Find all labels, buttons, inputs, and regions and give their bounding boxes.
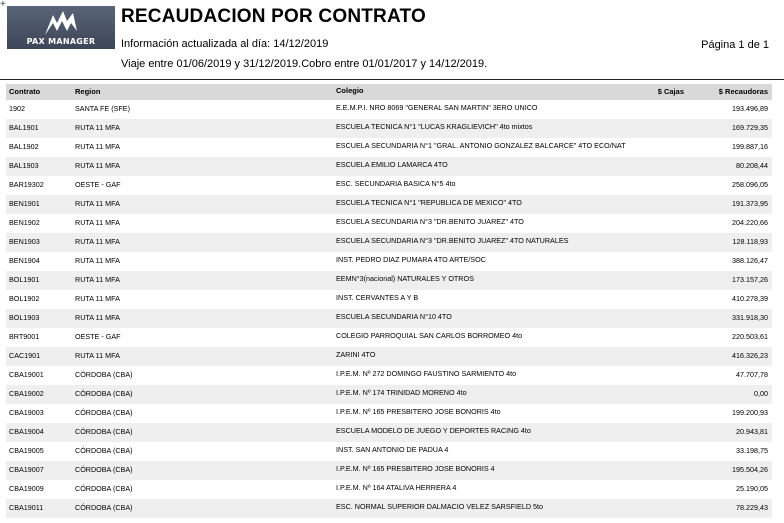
cell-colegio: E.E.M.P.I. NRO 8069 "GENERAL SAN MARTIN" 3ERO UNICO xyxy=(336,103,538,112)
cell-region: CÓRDOBA (CBA) xyxy=(75,503,133,512)
cell-contrato: BAL1901 xyxy=(9,123,39,132)
table-row xyxy=(6,271,772,290)
table-header-row xyxy=(6,84,772,100)
cell-region: RUTA 11 MFA xyxy=(75,256,120,265)
cell-recaudoras: 80.208,44 xyxy=(736,161,768,170)
table-row xyxy=(6,461,772,480)
table-row xyxy=(6,499,772,518)
table-row xyxy=(6,309,772,328)
table-row xyxy=(6,119,772,138)
cell-region: RUTA 11 MFA xyxy=(75,199,120,208)
cell-colegio: ESCUELA TECNICA N°1 "LUCAS KRAGLIEVICH" 4to mixtos xyxy=(336,122,533,131)
cell-contrato: CBA19002 xyxy=(9,389,44,398)
cell-region: CÓRDOBA (CBA) xyxy=(75,389,133,398)
cell-region: RUTA 11 MFA xyxy=(75,313,120,322)
corner-mark: + xyxy=(0,0,6,10)
cell-contrato: 1902 xyxy=(9,104,25,113)
cell-recaudoras: 193.496,89 xyxy=(732,104,768,113)
col-header-contrato: Contrato xyxy=(9,87,41,96)
cell-region: OESTE - GAF xyxy=(75,332,121,341)
cell-region: CÓRDOBA (CBA) xyxy=(75,465,133,474)
cell-contrato: CAC1901 xyxy=(9,351,41,360)
cell-region: OESTE - GAF xyxy=(75,180,121,189)
cell-contrato: CBA19011 xyxy=(9,503,44,512)
table-row xyxy=(6,157,772,176)
cell-recaudoras: 173.157,26 xyxy=(732,275,768,284)
cell-region: CÓRDOBA (CBA) xyxy=(75,408,133,417)
cell-recaudoras: 33.198,75 xyxy=(736,446,768,455)
cell-colegio: ESCUELA SECUNDARIA N°3 "DR.BENITO JUAREZ" 4TO NATURALES xyxy=(336,236,569,245)
cell-contrato: BEN1904 xyxy=(9,256,40,265)
header-divider xyxy=(0,79,784,80)
cell-region: CÓRDOBA (CBA) xyxy=(75,484,133,493)
cell-contrato: BRT9001 xyxy=(9,332,40,341)
cell-contrato: BAR19302 xyxy=(9,180,44,189)
cell-recaudoras: 0,00 xyxy=(754,389,768,398)
cell-recaudoras: 199.887,16 xyxy=(732,142,768,151)
table-row xyxy=(6,195,772,214)
pax-manager-logo xyxy=(7,6,115,49)
col-header-region: Region xyxy=(75,87,101,96)
report-title: RECAUDACION POR CONTRATO xyxy=(121,6,426,27)
cell-region: CÓRDOBA (CBA) xyxy=(75,370,133,379)
cell-recaudoras: 20.943,81 xyxy=(736,427,768,436)
updated-date: Información actualizada al día: 14/12/2019 xyxy=(121,38,329,50)
cell-contrato: BEN1903 xyxy=(9,237,40,246)
cell-colegio: I.P.E.M. Nº 165 PRESBITERO JOSE BONORIS 4 xyxy=(336,464,495,473)
cell-recaudoras: 258.096,05 xyxy=(732,180,768,189)
cell-colegio: I.P.E.M. Nº 272 DOMINGO FAUSTINO SARMIENTO 4to xyxy=(336,369,517,378)
cell-region: RUTA 11 MFA xyxy=(75,161,120,170)
cell-contrato: BEN1902 xyxy=(9,218,40,227)
cell-colegio: I.P.E.M. Nº 164 ATALIVA HERRERA 4 xyxy=(336,483,457,492)
period-range: Viaje entre 01/06/2019 y 31/12/2019.Cobro entre 01/01/2017 y 14/12/2019. xyxy=(121,58,488,70)
cell-region: SANTA FE (SFE) xyxy=(75,104,130,113)
cell-region: RUTA 11 MFA xyxy=(75,237,120,246)
cell-region: RUTA 11 MFA xyxy=(75,142,120,151)
cell-colegio: INST. SAN ANTONIO DE PADUA 4 xyxy=(336,445,449,454)
cell-contrato: BAL1902 xyxy=(9,142,39,151)
col-header-recaudoras: $ Recaudoras xyxy=(718,87,768,96)
cell-recaudoras: 195.504,26 xyxy=(732,465,768,474)
cell-contrato: CBA19003 xyxy=(9,408,44,417)
table-row xyxy=(6,290,772,309)
col-header-colegio: Colegio xyxy=(336,86,364,95)
cell-colegio: ESCUELA SECUNDARIA N°10 4TO xyxy=(336,312,452,321)
table-row xyxy=(6,347,772,366)
cell-colegio: ESC. NORMAL SUPERIOR DALMACIO VELEZ SARSFIELD 5to xyxy=(336,502,544,511)
logo-mark-icon xyxy=(43,9,79,37)
cell-contrato: BAL1903 xyxy=(9,161,39,170)
cell-contrato: BOL1903 xyxy=(9,313,40,322)
table-row xyxy=(6,100,772,119)
cell-region: RUTA 11 MFA xyxy=(75,123,120,132)
table-row xyxy=(6,176,772,195)
cell-colegio: I.P.E.M. Nº 165 PRESBITERO JOSE BONORIS 4to xyxy=(336,407,501,416)
page-number: Página 1 de 1 xyxy=(701,39,769,51)
table-row xyxy=(6,138,772,157)
cell-contrato: CBA19007 xyxy=(9,465,44,474)
contracts-table xyxy=(6,84,772,518)
cell-colegio: EEMN°3(nacional) NATURALES Y OTROS xyxy=(336,274,474,283)
table-row xyxy=(6,252,772,271)
cell-contrato: CBA19001 xyxy=(9,370,44,379)
cell-contrato: CBA19004 xyxy=(9,427,44,436)
cell-contrato: BOL1901 xyxy=(9,275,40,284)
cell-recaudoras: 25.190,05 xyxy=(736,484,768,493)
cell-colegio: ESCUELA EMILIO LAMARCA 4TO xyxy=(336,160,448,169)
cell-region: CÓRDOBA (CBA) xyxy=(75,446,133,455)
cell-contrato: BEN1901 xyxy=(9,199,40,208)
table-row xyxy=(6,385,772,404)
cell-region: RUTA 11 MFA xyxy=(75,294,120,303)
cell-recaudoras: 410.278,39 xyxy=(732,294,768,303)
table-row xyxy=(6,480,772,499)
table-row xyxy=(6,328,772,347)
cell-colegio: I.P.E.M. Nº 174 TRINIDAD MORENO 4to xyxy=(336,388,467,397)
cell-region: RUTA 11 MFA xyxy=(75,351,120,360)
cell-recaudoras: 47.707,78 xyxy=(736,370,768,379)
table-row xyxy=(6,233,772,252)
table-row xyxy=(6,366,772,385)
cell-contrato: CBA19005 xyxy=(9,446,44,455)
cell-colegio: ESCUELA SECUNDARIA N°1 "GRAL. ANTONIO GONZALEZ BALCARCE" 4TO ECO/NAT xyxy=(336,141,626,150)
cell-region: RUTA 11 MFA xyxy=(75,275,120,284)
cell-recaudoras: 78.229,43 xyxy=(736,503,768,512)
cell-contrato: CBA19009 xyxy=(9,484,44,493)
cell-recaudoras: 191.373,95 xyxy=(732,199,768,208)
cell-colegio: ESC. SECUNDARIA BASICA N°5 4to xyxy=(336,179,456,188)
cell-region: RUTA 11 MFA xyxy=(75,218,120,227)
table-row xyxy=(6,423,772,442)
cell-recaudoras: 220.503,61 xyxy=(732,332,768,341)
table-row xyxy=(6,404,772,423)
cell-region: CÓRDOBA (CBA) xyxy=(75,427,133,436)
cell-colegio: ESCUELA SECUNDARIA N°3 "DR.BENITO JUAREZ" 4TO xyxy=(336,217,524,226)
cell-recaudoras: 169.729,35 xyxy=(732,123,768,132)
cell-recaudoras: 204.220,66 xyxy=(732,218,768,227)
cell-colegio: ESCUELA MODELO DE JUEGO Y DEPORTES RACING 4to xyxy=(336,426,531,435)
cell-colegio: ZARINI 4TO xyxy=(336,350,376,359)
cell-colegio: ESCUELA TECNICA N°1 "REPUBLICA DE MEXICO" 4TO xyxy=(336,198,522,207)
cell-colegio: INST. CERVANTES A Y B xyxy=(336,293,419,302)
cell-colegio: COLEGIO PARROQUIAL SAN CARLOS BORROMEO 4to xyxy=(336,331,523,340)
cell-recaudoras: 388.126,47 xyxy=(732,256,768,265)
col-header-cajas: $ Cajas xyxy=(657,87,684,96)
cell-recaudoras: 199.200,93 xyxy=(732,408,768,417)
cell-contrato: BOL1902 xyxy=(9,294,40,303)
cell-recaudoras: 331.918,30 xyxy=(732,313,768,322)
cell-colegio: INST. PEDRO DIAZ PUMARA 4TO ARTE/SOC xyxy=(336,255,486,264)
cell-recaudoras: 128.118,93 xyxy=(732,237,768,246)
cell-recaudoras: 416.326,23 xyxy=(732,351,768,360)
table-row xyxy=(6,214,772,233)
table-row xyxy=(6,442,772,461)
table-body xyxy=(6,100,772,518)
logo-text: PAX MANAGER xyxy=(26,37,96,46)
